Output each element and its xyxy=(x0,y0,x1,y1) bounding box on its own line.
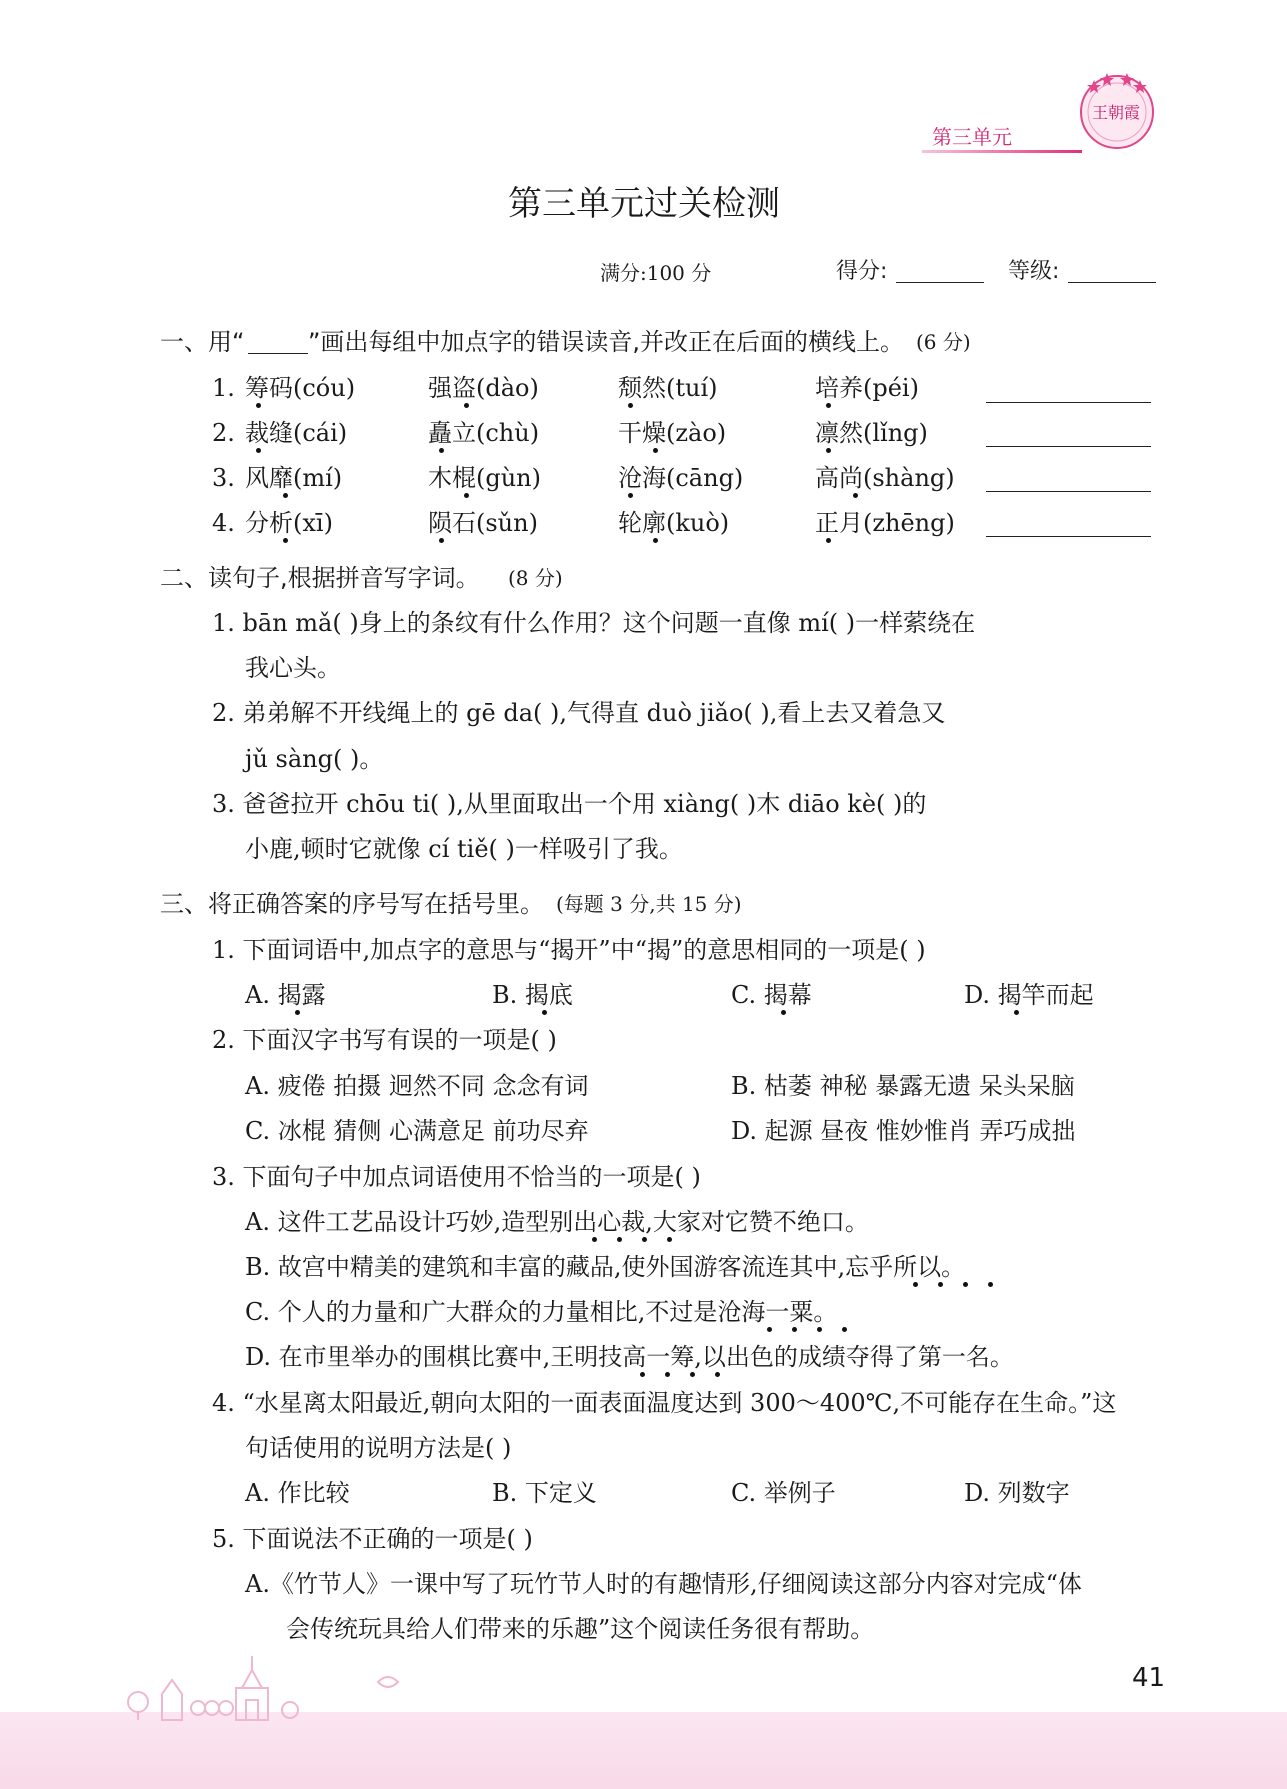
q1-item-a: 筹码(cóu) xyxy=(245,374,356,402)
q3-option[interactable]: D. 列数字 xyxy=(964,1479,1070,1507)
emphasis-dot xyxy=(592,1237,597,1242)
q3-option[interactable]: C. 冰棍 猜侧 心满意足 前功尽弃 xyxy=(245,1117,589,1145)
emphasis-dot xyxy=(256,403,261,408)
q2-line: jǔ sàng( )。 xyxy=(245,745,384,773)
q3-option[interactable]: A. 作比较 xyxy=(245,1479,350,1507)
q1-item-b: 强盗(dào) xyxy=(428,374,539,402)
emphasis-dot xyxy=(826,403,831,408)
castle-illustration xyxy=(118,1650,308,1722)
emphasis-dot xyxy=(715,1372,720,1377)
q1-item-c: 干燥(zào) xyxy=(618,419,727,447)
emphasis-dot xyxy=(653,538,658,543)
q2-line: 我心头。 xyxy=(245,654,341,682)
q1-heading-start: 一、用“ xyxy=(160,328,245,356)
emphasis-dot xyxy=(963,1282,968,1287)
q3-option[interactable]: D. 起源 昼夜 惟妙惟肖 弄巧成拙 xyxy=(731,1117,1076,1145)
q3-heading: 三、将正确答案的序号写在括号里。 xyxy=(160,890,544,918)
emphasis-dot xyxy=(628,493,633,498)
emphasis-dot xyxy=(464,493,469,498)
q1-heading-rest: ”画出每组中加点字的错误读音,并改正在后面的横线上。 xyxy=(308,328,905,356)
q1-item-d: 正月(zhēng) xyxy=(815,509,955,537)
score-blank[interactable] xyxy=(896,282,984,283)
emphasis-dot xyxy=(295,1010,300,1015)
q3-points: (每题 3 分,共 15 分) xyxy=(556,892,742,916)
q1-item-d: 高尚(shàng) xyxy=(815,464,955,492)
emphasis-dot xyxy=(938,1282,943,1287)
q1-item-c: 轮廓(kuò) xyxy=(618,509,730,537)
q1-item-b: 木棍(gùn) xyxy=(428,464,542,492)
q3-option[interactable]: D. 揭竿而起 xyxy=(964,981,1094,1009)
emphasis-dot xyxy=(439,448,444,453)
q1-item-a: 风靡(mí) xyxy=(245,464,343,492)
q1-answer-line[interactable] xyxy=(986,491,1151,492)
q3-option[interactable]: C. 揭幕 xyxy=(731,981,812,1009)
flower-icon xyxy=(376,1672,400,1692)
q3-question-4: 4. “水星离太阳最近,朝向太阳的一面表面温度达到 300～400℃,不可能存在生命。”这 xyxy=(212,1389,1117,1417)
q1-answer-line[interactable] xyxy=(986,446,1151,447)
emphasis-dot xyxy=(617,1237,622,1242)
emphasis-dot xyxy=(283,538,288,543)
emphasis-dot xyxy=(988,1282,993,1287)
page-title: 第三单元过关检测 xyxy=(508,184,780,224)
score-label: 得分: xyxy=(836,259,888,284)
q2-heading: 二、读句子,根据拼音写字词。 xyxy=(160,564,480,592)
q2-line: 2. 弟弟解不开线绳上的 gē da( ),气得直 duò jiǎo( ),看上去又着急又 xyxy=(212,699,946,727)
q2-line: 小鹿,顿时它就像 cí tiě( )一样吸引了我。 xyxy=(245,835,683,863)
emphasis-dot xyxy=(853,493,858,498)
emphasis-dot xyxy=(781,1010,786,1015)
emphasis-dot xyxy=(817,1327,822,1332)
q1-row-num: 1. xyxy=(212,374,235,402)
emphasis-dot xyxy=(628,403,633,408)
q1-item-a: 裁缝(cái) xyxy=(245,419,348,447)
q1-row-num: 2. xyxy=(212,419,235,447)
emphasis-dot xyxy=(913,1282,918,1287)
q3-question-4-cont: 句话使用的说明方法是( ) xyxy=(245,1434,512,1462)
q3-question-2: 2. 下面汉字书写有误的一项是( ) xyxy=(212,1026,557,1054)
emphasis-dot xyxy=(826,448,831,453)
q1-item-d: 培养(péi) xyxy=(815,374,919,402)
q1-heading-blank xyxy=(248,353,308,354)
q3-option[interactable]: B. 揭底 xyxy=(492,981,573,1009)
unit-tag: 第三单元 xyxy=(932,125,1012,149)
q3-option[interactable]: B. 下定义 xyxy=(492,1479,597,1507)
page-number: 41 xyxy=(1132,1663,1166,1693)
q3-option[interactable]: C. 个人的力量和广大群众的力量相比,不过是沧海一粟。 xyxy=(245,1298,838,1326)
q3-option[interactable]: B. 枯萎 神秘 暴露无遗 呆头呆脑 xyxy=(731,1072,1075,1100)
full-score: 满分:100 分 xyxy=(600,261,712,285)
q1-item-b: 陨石(sǔn) xyxy=(428,509,538,537)
emphasis-dot xyxy=(640,1372,645,1377)
q1-item-c: 颓然(tuí) xyxy=(618,374,718,402)
q1-item-a: 分析(xī) xyxy=(245,509,333,537)
logo-text: 王朝霞 xyxy=(1092,103,1141,122)
emphasis-dot xyxy=(665,1372,670,1377)
emphasis-dot xyxy=(842,1327,847,1332)
emphasis-dot xyxy=(256,448,261,453)
emphasis-dot xyxy=(653,448,658,453)
q3-option[interactable]: B. 故宫中精美的建筑和丰富的藏品,使外国游客流连其中,忘乎所以。 xyxy=(245,1253,966,1281)
q1-item-d: 凛然(lǐng) xyxy=(815,419,928,447)
header-ribbon xyxy=(922,124,1082,154)
q3-option[interactable]: C. 举例子 xyxy=(731,1479,836,1507)
q1-item-b: 矗立(chù) xyxy=(428,419,540,447)
q1-points: (6 分) xyxy=(916,330,971,354)
q3-option[interactable]: A.《竹节人》一课中写了玩竹节人时的有趣情形,仔细阅读这部分内容对完成“体 xyxy=(245,1570,1082,1598)
q3-option-cont: 会传统玩具给人们带来的乐趣”这个阅读任务很有帮助。 xyxy=(286,1615,875,1643)
emphasis-dot xyxy=(826,538,831,543)
emphasis-dot xyxy=(1014,1010,1019,1015)
q1-answer-line[interactable] xyxy=(986,536,1151,537)
emphasis-dot xyxy=(283,493,288,498)
grade-label: 等级: xyxy=(1008,259,1060,284)
emphasis-dot xyxy=(542,1010,547,1015)
q3-option[interactable]: A. 这件工艺品设计巧妙,造型别出心裁,大家对它赞不绝口。 xyxy=(245,1208,869,1236)
q3-option[interactable]: A. 揭露 xyxy=(245,981,326,1009)
q3-option[interactable]: A. 疲倦 拍摄 迥然不同 念念有词 xyxy=(245,1072,589,1100)
emphasis-dot xyxy=(690,1372,695,1377)
emphasis-dot xyxy=(792,1327,797,1332)
q2-line: 3. 爸爸拉开 chōu ti( ),从里面取出一个用 xiàng( )木 diāo kè( )的 xyxy=(212,790,927,818)
q2-points: (8 分) xyxy=(508,566,563,590)
q3-question-1: 1. 下面词语中,加点字的意思与“揭开”中“揭”的意思相同的一项是( ) xyxy=(212,936,926,964)
q1-row-num: 4. xyxy=(212,509,235,537)
q2-line: 1. bān mǎ( )身上的条纹有什么作用？这个问题一直像 mí( )一样萦绕在 xyxy=(212,609,976,637)
emphasis-dot xyxy=(642,1237,647,1242)
brand-logo xyxy=(1074,66,1160,152)
q3-question-5: 5. 下面说法不正确的一项是( ) xyxy=(212,1525,533,1553)
q1-answer-line[interactable] xyxy=(986,402,1151,403)
emphasis-dot xyxy=(439,538,444,543)
q1-row-num: 3. xyxy=(212,464,235,492)
grade-blank[interactable] xyxy=(1068,282,1156,283)
footer-band xyxy=(0,1712,1287,1789)
emphasis-dot xyxy=(767,1327,772,1332)
emphasis-dot xyxy=(464,403,469,408)
emphasis-dot xyxy=(667,1237,672,1242)
q3-option[interactable]: D. 在市里举办的围棋比赛中,王明技高一筹,以出色的成绩夺得了第一名。 xyxy=(245,1343,1014,1371)
q1-item-c: 沧海(cāng) xyxy=(618,464,744,492)
q3-question-3: 3. 下面句子中加点词语使用不恰当的一项是( ) xyxy=(212,1163,701,1191)
